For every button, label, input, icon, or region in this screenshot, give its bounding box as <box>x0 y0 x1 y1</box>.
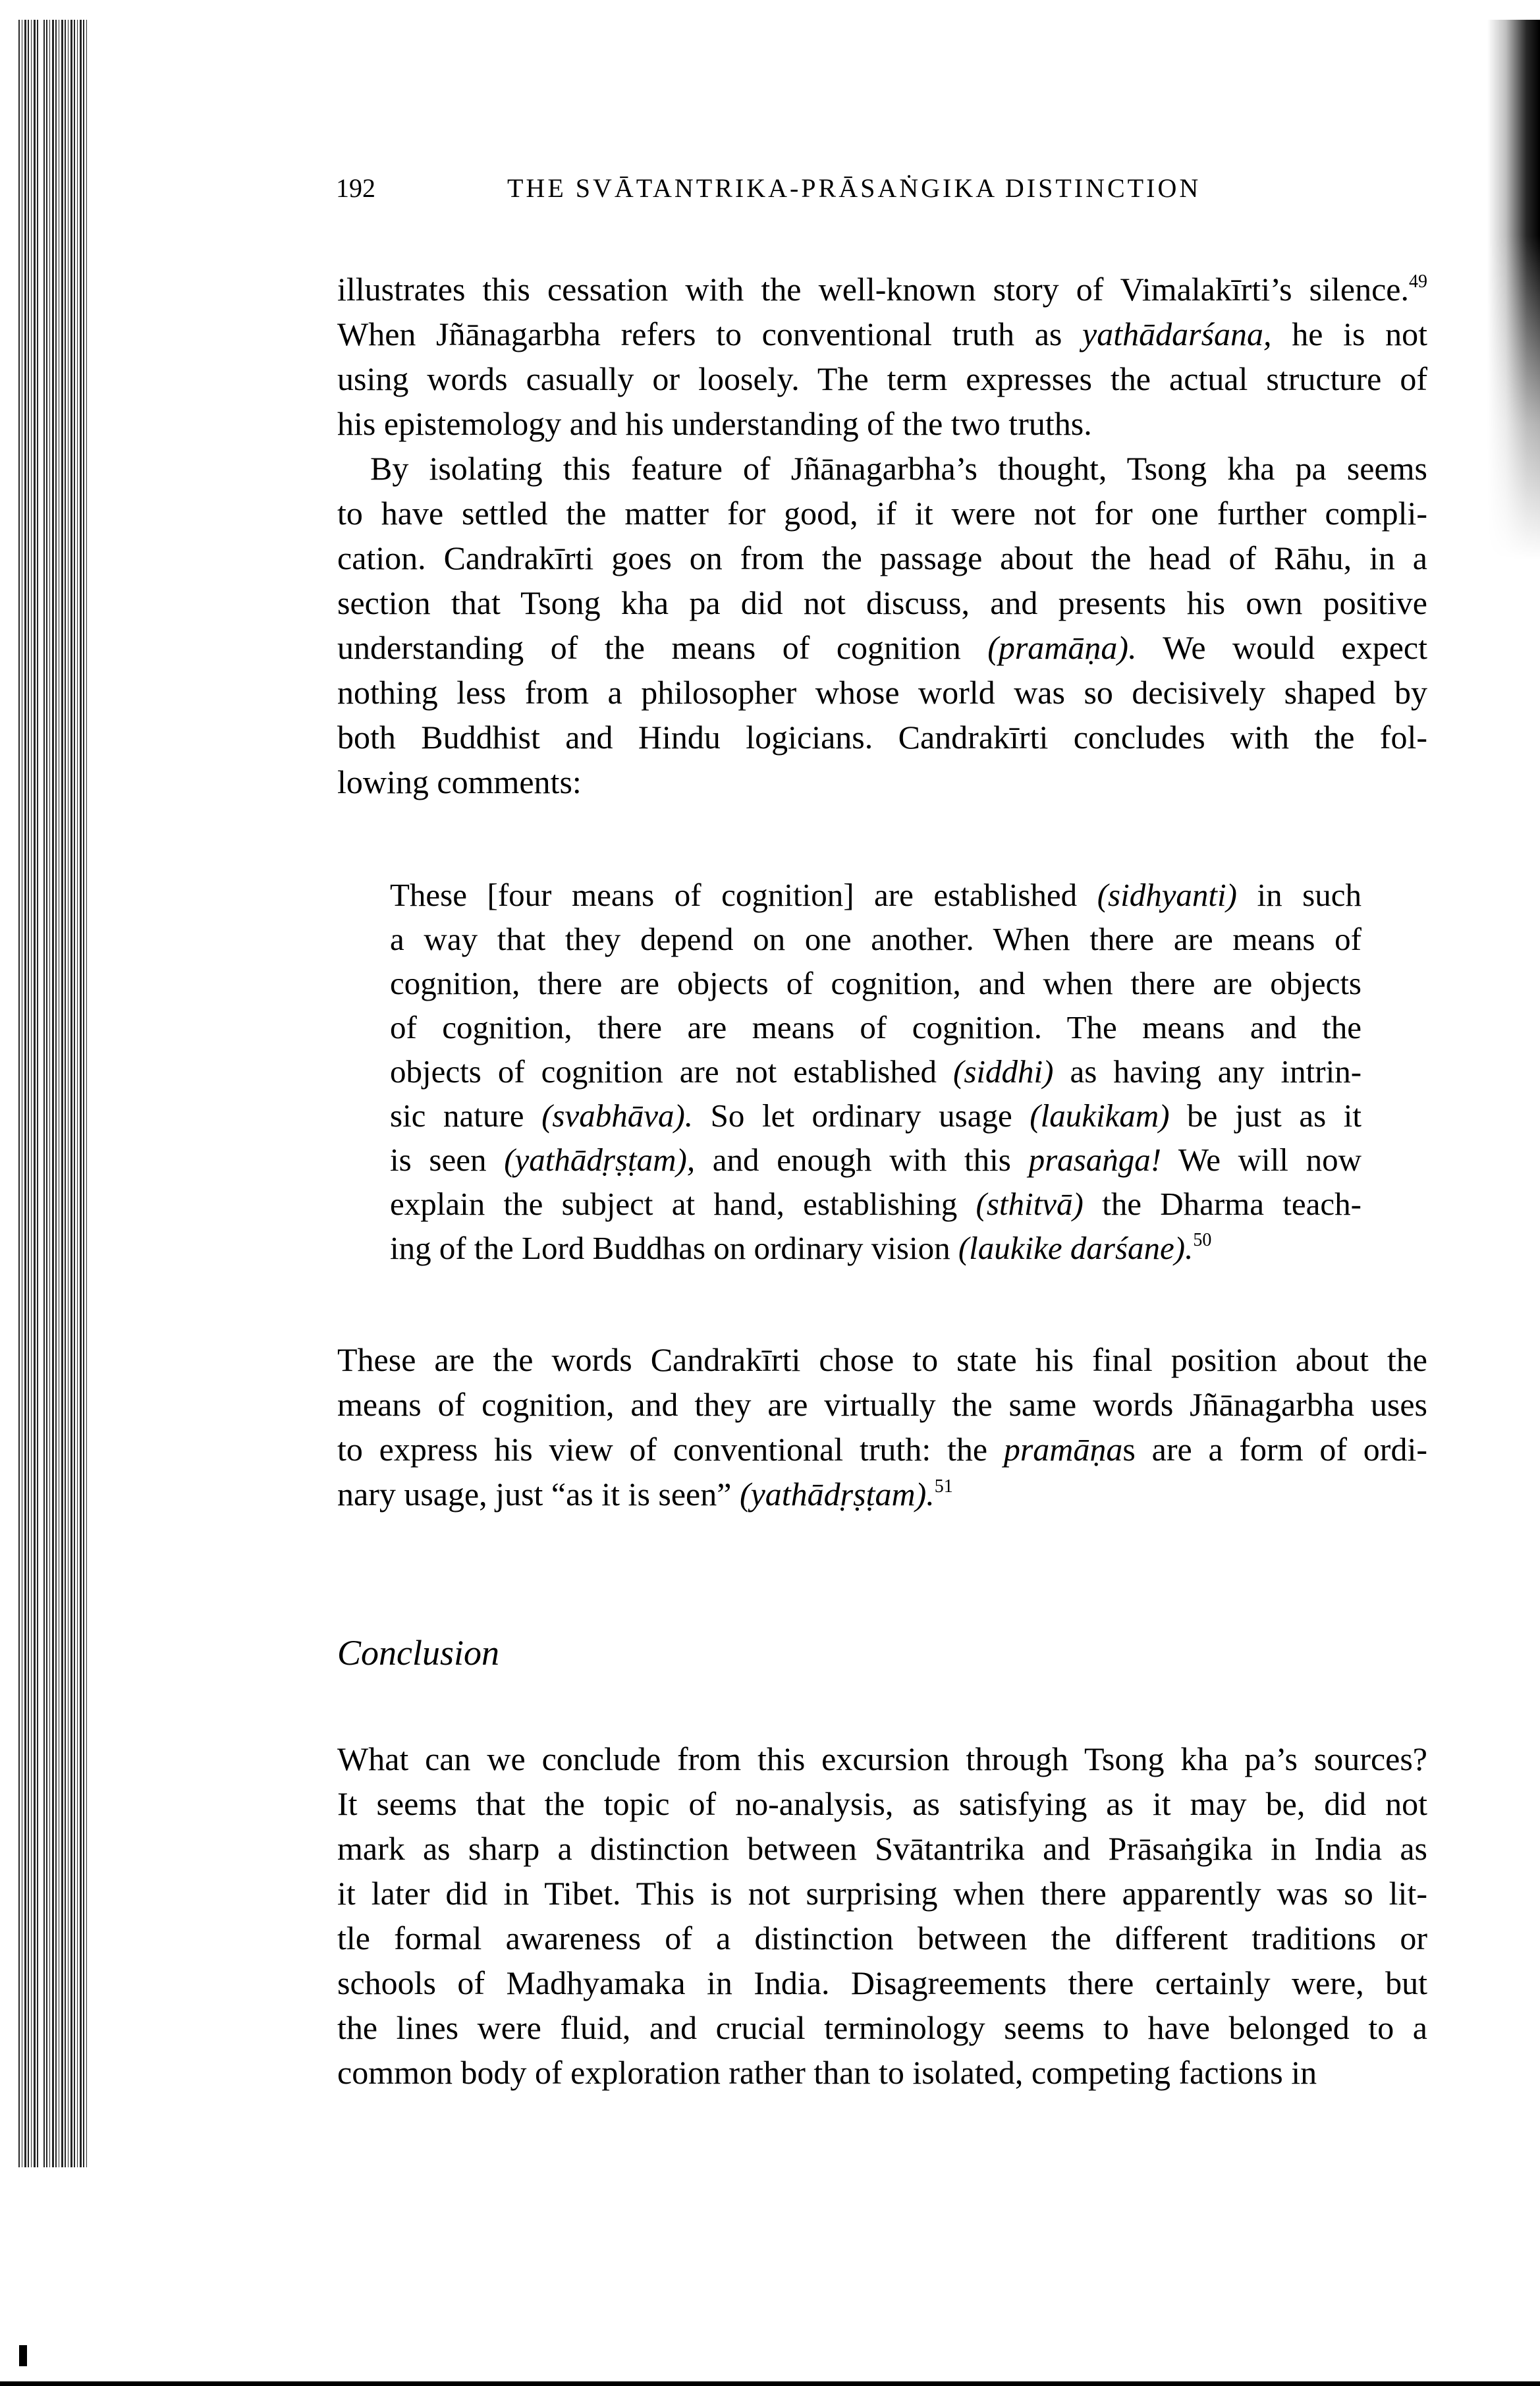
text-run: it later did in Tibet. This is not surprising when there apparently was so lit- <box>337 1875 1427 1912</box>
paragraph <box>337 446 1427 804</box>
scan-bottom-edge <box>0 2381 1540 2386</box>
text-line <box>390 1182 1361 1226</box>
text-run: These are the words Candrakīrti chose to state his final position about the <box>337 1341 1427 1378</box>
text-line <box>337 536 1427 580</box>
text-run: mark as sharp a distinction between Svātantrika and Prāsaṅgika in India as <box>337 1830 1427 1867</box>
text-line <box>337 1781 1427 1826</box>
page-number: 192 <box>336 173 375 203</box>
text-run: a way that they depend on one another. When there are means of <box>390 921 1361 957</box>
text-run: the Dharma teach- <box>1083 1186 1361 1222</box>
text-run: We will now <box>1161 1142 1361 1178</box>
italic-term: pramāṇa <box>1003 1431 1123 1468</box>
text-line <box>337 2050 1427 2095</box>
text-line <box>390 961 1361 1005</box>
text-run: means of cognition, and they are virtually the same words Jñānagarbha uses <box>337 1386 1427 1423</box>
text-run: his epistemology and his understanding of the two truths. <box>337 405 1092 442</box>
scan-binding-foot <box>19 2345 27 2366</box>
italic-term: (laukikam) <box>1030 1097 1170 1134</box>
text-run: in such <box>1236 877 1361 913</box>
text-run: We would expect <box>1136 629 1427 666</box>
text-run: be just as it <box>1169 1097 1362 1134</box>
italic-term: (yathādṛṣṭam), <box>504 1142 696 1178</box>
running-title: THE SVĀTANTRIKA-PRĀSAṄGIKA DISTINCTION <box>507 173 1201 203</box>
text-run: understanding of the means of cognition <box>337 629 988 666</box>
text-run: When Jñānagarbha refers to conventional truth as <box>337 316 1083 352</box>
italic-term: (siddhi) <box>953 1053 1054 1090</box>
text-run: the lines were fluid, and crucial terminology seems to have belonged to a <box>337 2009 1427 2046</box>
text-line <box>390 1094 1361 1138</box>
text-run: nary usage, just “as it is seen” <box>337 1476 740 1512</box>
text-run: to have settled the matter for good, if it were not for one further compli- <box>337 495 1427 532</box>
text-run: lowing comments: <box>337 763 582 800</box>
text-run: is seen <box>390 1142 505 1178</box>
text-line <box>337 1472 1427 1516</box>
block-quote <box>390 873 1361 1270</box>
text-line <box>337 2005 1427 2050</box>
text-line <box>337 1826 1427 1871</box>
italic-term: prasaṅga! <box>1028 1142 1162 1178</box>
text-line <box>390 917 1361 961</box>
text-line <box>337 401 1427 446</box>
text-line <box>337 446 1427 491</box>
text-run: explain the subject at hand, establishing <box>390 1186 976 1222</box>
paragraph <box>337 1736 1427 2095</box>
text-line <box>390 1049 1361 1094</box>
text-run: nothing less from a philosopher whose world was so decisively shaped by <box>337 674 1427 711</box>
text-run: sic nature <box>390 1097 542 1134</box>
text-line <box>337 670 1427 715</box>
text-run: cognition, there are objects of cognition, and when there are objects <box>390 965 1361 1001</box>
paragraph <box>337 1337 1427 1516</box>
text-line <box>390 1138 1361 1182</box>
text-line <box>337 625 1427 670</box>
scan-binding-gap <box>40 20 43 2167</box>
text-line <box>337 267 1427 312</box>
text-line <box>337 580 1427 625</box>
text-run: s are a form of ordi- <box>1122 1431 1427 1468</box>
text-line <box>337 1871 1427 1916</box>
text-run: and enough with this <box>695 1142 1029 1178</box>
text-run: These [four means of cognition] are established <box>390 877 1097 913</box>
text-run: cation. Candrakīrti goes on from the passage about the head of Rāhu, in a <box>337 540 1427 576</box>
text-line <box>337 1916 1427 1960</box>
italic-term: (sidhyanti) <box>1097 877 1237 913</box>
italic-term: (pramāṇa). <box>987 629 1137 666</box>
text-line <box>337 1427 1427 1472</box>
text-run: illustrates this cessation with the well-known story of Vimalakīrti’s silence. <box>337 271 1409 308</box>
text-run: tle formal awareness of a distinction between the different traditions or <box>337 1920 1427 1956</box>
italic-term: (yathādṛṣṭam). <box>739 1476 935 1512</box>
text-line <box>337 715 1427 760</box>
text-run: ing of the Lord Buddhas on ordinary vision <box>390 1230 958 1266</box>
text-run: schools of Madhyamaka in India. Disagreements there certainly were, but <box>337 1964 1427 2001</box>
text-run: of cognition, there are means of cognition. The means and the <box>390 1009 1361 1045</box>
text-run: as having any intrin- <box>1053 1053 1362 1090</box>
text-run: objects of cognition are not established <box>390 1053 954 1090</box>
text-line <box>337 760 1427 804</box>
footnote-marker: 49 <box>1409 271 1427 292</box>
text-line <box>337 1736 1427 1781</box>
paragraph <box>337 267 1427 446</box>
text-run: to express his view of conventional truth: the <box>337 1431 1004 1468</box>
footnote-marker: 50 <box>1193 1230 1212 1250</box>
text-line <box>337 356 1427 401</box>
text-line <box>337 491 1427 536</box>
text-line <box>390 1005 1361 1049</box>
italic-term: (svabhāva). <box>541 1097 694 1134</box>
text-run: common body of exploration rather than to isolated, competing factions in <box>337 2054 1317 2091</box>
text-run: section that Tsong kha pa did not discuss, and presents his own positive <box>337 584 1427 621</box>
text-run: What can we conclude from this excursion through Tsong kha pa’s sources? <box>337 1740 1427 1777</box>
scan-binding-edge <box>18 20 87 2167</box>
text-run: using words casually or loosely. The term expresses the actual structure of <box>337 360 1427 397</box>
running-header <box>336 173 1201 212</box>
italic-term: (sthitvā) <box>976 1186 1084 1222</box>
text-line <box>390 1226 1361 1270</box>
text-run: So let ordinary usage <box>693 1097 1030 1134</box>
text-run: he is not <box>1271 316 1427 352</box>
text-run: By isolating this feature of Jñānagarbha’s thought, Tsong kha pa seems <box>370 450 1427 487</box>
footnote-marker: 51 <box>934 1476 953 1497</box>
italic-term: yathādarśana, <box>1082 316 1272 352</box>
scan-page-edge-shadow <box>1487 20 1540 560</box>
italic-term: (laukike darśane). <box>958 1230 1194 1266</box>
text-run: It seems that the topic of no-analysis, as satisfying as it may be, did not <box>337 1785 1427 1822</box>
text-line <box>337 312 1427 356</box>
text-line <box>337 1382 1427 1427</box>
text-line <box>390 873 1361 917</box>
text-line <box>337 1337 1427 1382</box>
section-heading: Conclusion <box>337 1633 500 1673</box>
text-run: both Buddhist and Hindu logicians. Candrakīrti concludes with the fol- <box>337 719 1427 756</box>
text-line <box>337 1960 1427 2005</box>
